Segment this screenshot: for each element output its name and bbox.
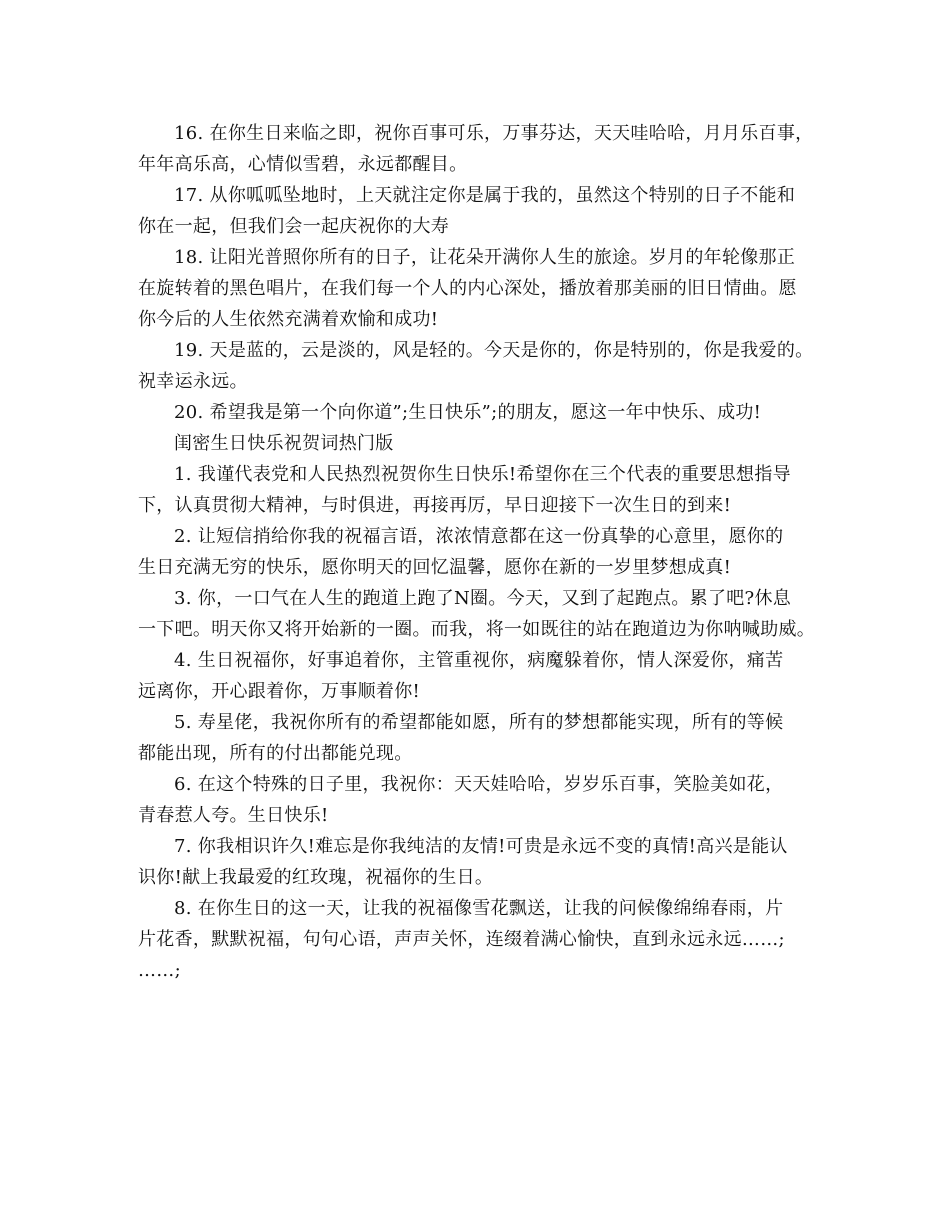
text-line: 都能出现，所有的付出都能兑现。 <box>138 743 413 764</box>
text-line: 生日充满无穷的快乐，愿你明天的回忆温馨，愿你在新的一岁里梦想成真! <box>138 557 732 578</box>
text-line: 你在一起，但我们会一起庆祝你的大寿 <box>138 216 450 237</box>
text-line: 19. 天是蓝的，云是淡的，风是轻的。今天是你的，你是特别的，你是我爱的。 <box>174 340 814 361</box>
text-line: 8. 在你生日的这一天，让我的祝福像雪花飘送，让我的问候像绵绵春雨，片 <box>174 898 784 919</box>
text-line: 2. 让短信捎给你我的祝福言语，浓浓情意都在这一份真挚的心意里，愿你的 <box>174 526 784 547</box>
text-line: 17. 从你呱呱坠地时，上天就注定你是属于我的，虽然这个特别的日子不能和 <box>174 185 796 206</box>
text-line: 在旋转着的黑色唱片，在我们每一个人的内心深处，播放着那美丽的旧日情曲。愿 <box>138 278 797 299</box>
text-line: 18. 让阳光普照你所有的日子，让花朵开满你人生的旅途。岁月的年轮像那正 <box>174 247 796 268</box>
text-line: 你今后的人生依然充满着欢愉和成功! <box>138 309 439 330</box>
text-line: 青春惹人夸。生日快乐! <box>138 805 329 826</box>
text-line: 20. 希望我是第一个向你道”;生日快乐”;的朋友，愿这一年中快乐、成功! <box>174 402 762 423</box>
section-heading: 闺密生日快乐祝贺词热门版 <box>174 433 394 454</box>
text-line: 6. 在这个特殊的日子里，我祝你：天天娃哈哈，岁岁乐百事，笑脸美如花， <box>174 774 784 795</box>
text-line: 1. 我谨代表党和人民热烈祝贺你生日快乐!希望你在三个代表的重要思想指导 <box>174 464 791 485</box>
text-line: 祝幸运永远。 <box>138 371 248 392</box>
text-line: 下，认真贯彻大精神，与时俱进，再接再厉，早日迎接下一次生日的到来! <box>138 495 732 516</box>
text-line: 远离你，开心跟着你，万事顺着你! <box>138 681 421 702</box>
text-line: 识你!献上我最爱的红玫瑰，祝福你的生日。 <box>138 867 494 888</box>
text-line: 片花香，默默祝福，句句心语，声声关怀，连缀着满心愉快，直到永远永远……; <box>138 929 785 950</box>
text-line: ……; <box>138 960 181 981</box>
text-line: 5. 寿星佬，我祝你所有的希望都能如愿，所有的梦想都能实现，所有的等候 <box>174 712 784 733</box>
text-line: 一下吧。明天你又将开始新的一圈。而我，将一如既往的站在跑道边为你呐喊助威。 <box>138 619 816 640</box>
text-line: 4. 生日祝福你，好事追着你，主管重视你，病魔躲着你，情人深爱你，痛苦 <box>174 650 784 671</box>
text-line: 年年高乐高，心情似雪碧，永远都醒目。 <box>138 154 468 175</box>
text-line: 7. 你我相识许久!难忘是你我纯洁的友情!可贵是永远不变的真情!高兴是能认 <box>174 836 788 857</box>
document-body <box>138 118 828 986</box>
text-line: 16. 在你生日来临之即，祝你百事可乐，万事芬达，天天哇哈哈，月月乐百事， <box>174 123 814 144</box>
text-line: 3. 你，一口气在人生的跑道上跑了N圈。今天，又到了起跑点。累了吧?休息 <box>174 588 792 609</box>
